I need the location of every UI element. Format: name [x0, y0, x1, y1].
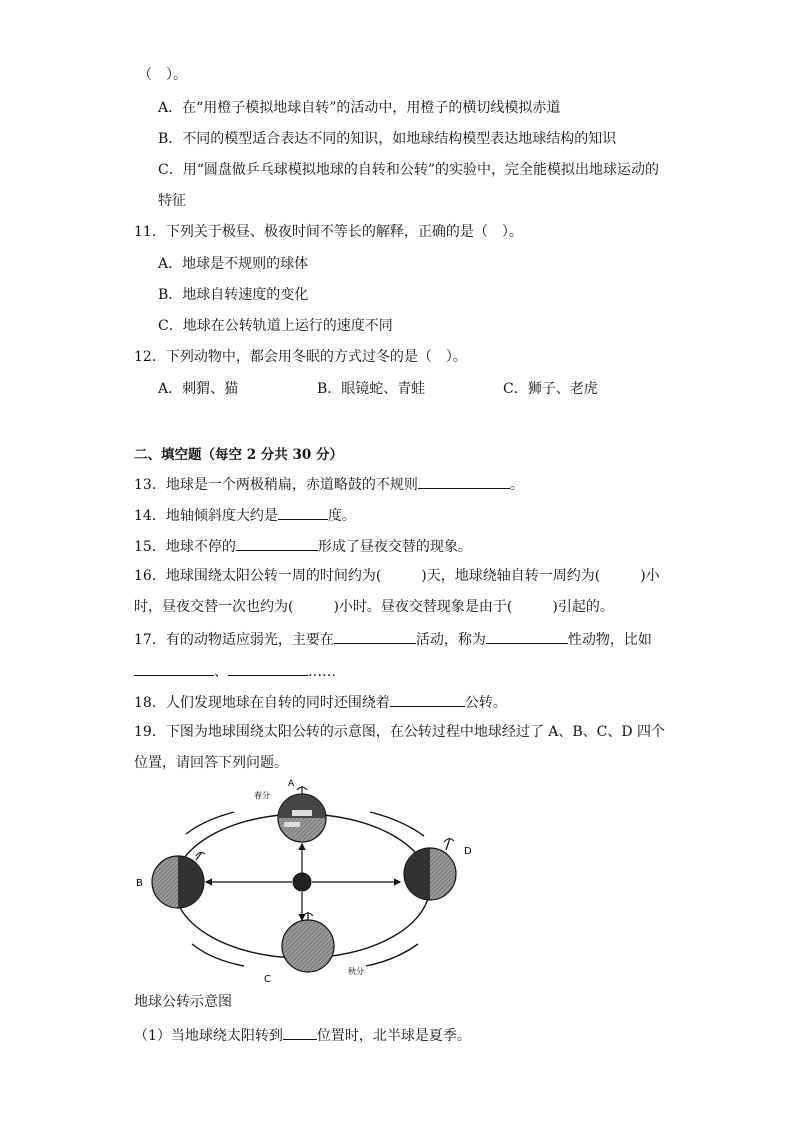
q13-text: 13．地球是一个两极稍扁，赤道略鼓的不规则	[134, 477, 418, 493]
q17-blank-4[interactable]	[228, 661, 308, 676]
q18-text: 18．人们发现地球在自转的同时还围绕着	[134, 695, 390, 711]
q17-line1	[134, 629, 652, 649]
q17-line2	[134, 661, 336, 681]
q15	[134, 536, 472, 556]
label-d: D	[464, 846, 472, 857]
q12-option-c: C．狮子、老虎	[503, 381, 598, 397]
q17-blank-3[interactable]	[134, 661, 214, 676]
label-autumn-equinox: 秋分	[348, 967, 364, 976]
q17-blank-1[interactable]	[334, 629, 416, 644]
earth-position-a	[278, 786, 326, 842]
q16-text-5: )小时。昼夜交替现象是由于(	[333, 599, 513, 615]
q19-sub1-blank[interactable]	[283, 1025, 317, 1040]
q11-option-c: C．地球在公转轨道上运行的速度不同	[158, 318, 393, 334]
motion-arc-1	[186, 812, 234, 834]
motion-arc-4	[366, 944, 418, 966]
q10-option-c: C．用“圆盘做乒乓球模拟地球的自转和公转”的实验中，完全能模拟出地球运动的	[158, 162, 660, 178]
diagram-caption: 地球公转示意图	[134, 994, 232, 1010]
q19-sub1-end: 位置时，北半球是夏季。	[316, 1028, 471, 1044]
q11-stem: 11．下列关于极昼、极夜时间不等长的解释，正确的是（ ）。	[134, 224, 523, 240]
label-a: A	[288, 779, 295, 789]
q15-blank[interactable]	[236, 536, 318, 551]
label-spring-equinox: 春分	[254, 791, 270, 800]
q16-text-6: )引起的。	[552, 599, 614, 615]
q17-blank-2[interactable]	[486, 629, 568, 644]
q17-text-2: 活动，称为	[415, 632, 486, 648]
q12-option-b: B．眼镜蛇、青蛙	[317, 381, 426, 397]
q19-stem-2: 位置，请回答下列问题。	[134, 755, 288, 771]
motion-arc-2	[370, 812, 424, 836]
q18-end: 公转。	[464, 695, 507, 711]
q14-text: 14．地轴倾斜度大约是	[134, 508, 278, 524]
label-b: B	[136, 878, 143, 889]
q19-sub1-text: （1）当地球绕太阳转到	[134, 1028, 283, 1044]
q10-option-c-cont: 特征	[158, 193, 186, 209]
sun-icon	[293, 873, 311, 891]
q16-text-2: )天，地球绕轴自转一周约为(	[421, 568, 601, 584]
q10-option-b: B．不同的模型适合表达不同的知识，如地球结构模型表达地球结构的知识	[158, 131, 617, 147]
q16-line1	[134, 567, 660, 585]
q13-end: 。	[509, 477, 524, 493]
q13	[134, 474, 524, 494]
q19-sub1	[134, 1025, 471, 1045]
q10-option-a: A．在“用橙子模拟地球自转”的活动中，用橙子的横切线模拟赤道	[158, 100, 561, 116]
q11-option-b: B．地球自转速度的变化	[158, 287, 309, 303]
q19-stem-1: 19．下图为地球围绕太阳公转的示意图，在公转过程中地球经过了 A、B、C、D 四个	[134, 724, 666, 740]
label-c: C	[264, 974, 271, 985]
q14-blank[interactable]	[278, 505, 328, 520]
q16-text-3: )小	[640, 568, 660, 584]
q17-sep: 、	[214, 664, 228, 680]
q10-stem-tail: （ ）。	[138, 67, 187, 83]
q16-line2	[134, 598, 614, 616]
q12-option-a: A．刺猬、猫	[158, 381, 239, 397]
q18	[134, 692, 507, 712]
q16-text-1: 16．地球围绕太阳公转一周的时间约为(	[134, 568, 382, 584]
q11-option-a: A．地球是不规则的球体	[158, 256, 309, 272]
q18-blank[interactable]	[390, 692, 465, 707]
q13-blank[interactable]	[418, 474, 510, 489]
q16-text-4: 时，昼夜交替一次也约为(	[134, 599, 294, 615]
q15-end: 形成了昼夜交替的现象。	[317, 539, 472, 555]
section-title-fill-in: 二、填空题（每空 2 分共 30 分）	[134, 447, 343, 463]
earth-position-d	[404, 838, 456, 900]
q12-stem: 12．下列动物中，都会用冬眠的方式过冬的是（ ）。	[134, 349, 467, 365]
q14-end: 度。	[327, 508, 356, 524]
earth-revolution-diagram	[134, 776, 474, 988]
q17-text-1: 17．有的动物适应弱光，主要在	[134, 632, 334, 648]
q15-text: 15．地球不停的	[134, 539, 236, 555]
q17-text-3: 性动物，比如	[567, 632, 652, 648]
q17-ellipsis: ……	[308, 664, 336, 680]
earth-position-c	[282, 912, 334, 972]
q14	[134, 505, 356, 525]
earth-position-b	[152, 852, 205, 908]
